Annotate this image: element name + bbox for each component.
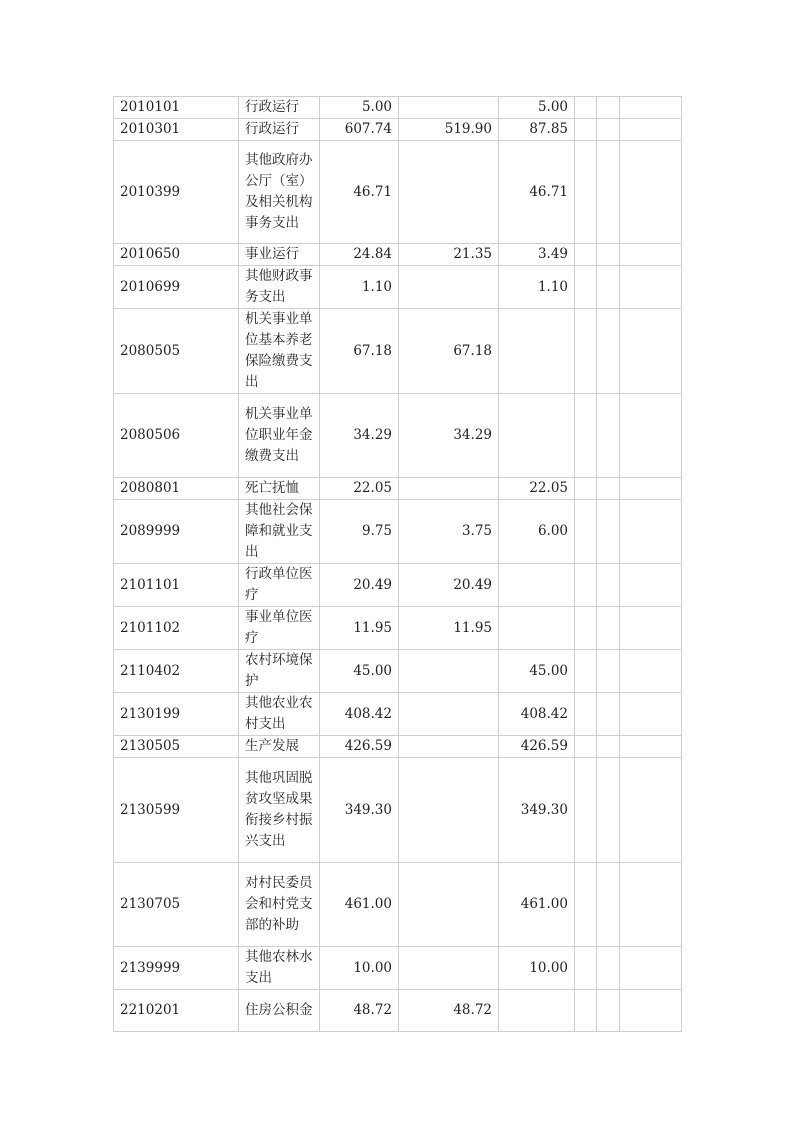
subject-name-cell: 农村环境保护 (239, 650, 320, 693)
subject-code-cell: 2130599 (114, 758, 239, 863)
total-amount-cell: 9.75 (320, 500, 399, 564)
empty-cell (575, 650, 597, 693)
total-amount-cell: 408.42 (320, 693, 399, 736)
budget-expenditure-table (113, 96, 682, 1032)
subject-code-cell: 2080505 (114, 309, 239, 394)
basic-expenditure-cell: 34.29 (399, 394, 499, 478)
empty-cell (597, 736, 620, 758)
empty-cell (620, 990, 682, 1032)
basic-expenditure-cell: 11.95 (399, 607, 499, 650)
empty-cell (575, 141, 597, 244)
empty-cell (597, 990, 620, 1032)
empty-cell (575, 97, 597, 119)
subject-name-cell: 其他农林水支出 (239, 947, 320, 990)
empty-cell (620, 478, 682, 500)
empty-cell (597, 693, 620, 736)
table-row (114, 990, 682, 1032)
subject-name-cell: 事业运行 (239, 244, 320, 266)
basic-expenditure-cell: 3.75 (399, 500, 499, 564)
empty-cell (597, 309, 620, 394)
table-row (114, 478, 682, 500)
project-expenditure-cell: 87.85 (499, 119, 575, 141)
empty-cell (575, 500, 597, 564)
empty-cell (620, 607, 682, 650)
subject-name-cell: 其他巩固脱贫攻坚成果衔接乡村振兴支出 (239, 758, 320, 863)
total-amount-cell: 24.84 (320, 244, 399, 266)
basic-expenditure-cell (399, 141, 499, 244)
subject-name-cell: 机关事业单位基本养老保险缴费支出 (239, 309, 320, 394)
subject-code-cell: 2101101 (114, 564, 239, 607)
project-expenditure-cell (499, 607, 575, 650)
subject-name-cell: 死亡抚恤 (239, 478, 320, 500)
total-amount-cell: 46.71 (320, 141, 399, 244)
project-expenditure-cell: 45.00 (499, 650, 575, 693)
empty-cell (620, 309, 682, 394)
empty-cell (575, 244, 597, 266)
table-row (114, 244, 682, 266)
empty-cell (597, 97, 620, 119)
empty-cell (620, 500, 682, 564)
subject-name-cell: 其他财政事务支出 (239, 266, 320, 309)
table-row (114, 758, 682, 863)
empty-cell (575, 947, 597, 990)
basic-expenditure-cell: 21.35 (399, 244, 499, 266)
project-expenditure-cell: 46.71 (499, 141, 575, 244)
project-expenditure-cell: 22.05 (499, 478, 575, 500)
basic-expenditure-cell (399, 863, 499, 947)
empty-cell (620, 564, 682, 607)
total-amount-cell: 1.10 (320, 266, 399, 309)
basic-expenditure-cell (399, 97, 499, 119)
empty-cell (575, 119, 597, 141)
empty-cell (620, 758, 682, 863)
empty-cell (597, 478, 620, 500)
empty-cell (620, 141, 682, 244)
subject-name-cell: 住房公积金 (239, 990, 320, 1032)
total-amount-cell: 10.00 (320, 947, 399, 990)
basic-expenditure-cell (399, 758, 499, 863)
empty-cell (575, 309, 597, 394)
subject-name-cell: 其他社会保障和就业支出 (239, 500, 320, 564)
project-expenditure-cell: 6.00 (499, 500, 575, 564)
subject-code-cell: 2010650 (114, 244, 239, 266)
subject-name-cell: 其他政府办公厅（室）及相关机构事务支出 (239, 141, 320, 244)
empty-cell (597, 863, 620, 947)
table-row (114, 266, 682, 309)
empty-cell (575, 266, 597, 309)
empty-cell (575, 564, 597, 607)
subject-name-cell: 行政运行 (239, 119, 320, 141)
empty-cell (620, 266, 682, 309)
total-amount-cell: 349.30 (320, 758, 399, 863)
empty-cell (575, 693, 597, 736)
subject-code-cell: 2110402 (114, 650, 239, 693)
total-amount-cell: 607.74 (320, 119, 399, 141)
subject-code-cell: 2130705 (114, 863, 239, 947)
subject-code-cell: 2130199 (114, 693, 239, 736)
empty-cell (620, 863, 682, 947)
subject-name-cell: 生产发展 (239, 736, 320, 758)
basic-expenditure-cell: 20.49 (399, 564, 499, 607)
project-expenditure-cell: 426.59 (499, 736, 575, 758)
project-expenditure-cell: 10.00 (499, 947, 575, 990)
total-amount-cell: 34.29 (320, 394, 399, 478)
empty-cell (575, 478, 597, 500)
subject-code-cell: 2130505 (114, 736, 239, 758)
table-row (114, 394, 682, 478)
empty-cell (620, 394, 682, 478)
total-amount-cell: 45.00 (320, 650, 399, 693)
empty-cell (597, 500, 620, 564)
subject-code-cell: 2080506 (114, 394, 239, 478)
subject-code-cell: 2139999 (114, 947, 239, 990)
table-row (114, 863, 682, 947)
total-amount-cell: 67.18 (320, 309, 399, 394)
table-row (114, 97, 682, 119)
basic-expenditure-cell (399, 947, 499, 990)
total-amount-cell: 426.59 (320, 736, 399, 758)
empty-cell (597, 564, 620, 607)
empty-cell (575, 758, 597, 863)
total-amount-cell: 461.00 (320, 863, 399, 947)
basic-expenditure-cell: 519.90 (399, 119, 499, 141)
table-row (114, 693, 682, 736)
subject-code-cell: 2210201 (114, 990, 239, 1032)
empty-cell (597, 607, 620, 650)
empty-cell (575, 607, 597, 650)
subject-name-cell: 其他农业农村支出 (239, 693, 320, 736)
project-expenditure-cell (499, 564, 575, 607)
subject-code-cell: 2010699 (114, 266, 239, 309)
empty-cell (597, 244, 620, 266)
subject-code-cell: 2080801 (114, 478, 239, 500)
project-expenditure-cell (499, 309, 575, 394)
empty-cell (620, 650, 682, 693)
table-row (114, 309, 682, 394)
table-row (114, 119, 682, 141)
table-row (114, 564, 682, 607)
basic-expenditure-cell: 48.72 (399, 990, 499, 1032)
table-row (114, 736, 682, 758)
empty-cell (597, 266, 620, 309)
project-expenditure-cell: 408.42 (499, 693, 575, 736)
basic-expenditure-cell: 67.18 (399, 309, 499, 394)
empty-cell (575, 394, 597, 478)
empty-cell (620, 97, 682, 119)
subject-code-cell: 2101102 (114, 607, 239, 650)
project-expenditure-cell: 349.30 (499, 758, 575, 863)
empty-cell (597, 758, 620, 863)
basic-expenditure-cell (399, 650, 499, 693)
project-expenditure-cell: 461.00 (499, 863, 575, 947)
basic-expenditure-cell (399, 478, 499, 500)
project-expenditure-cell: 3.49 (499, 244, 575, 266)
empty-cell (575, 736, 597, 758)
subject-name-cell: 事业单位医疗 (239, 607, 320, 650)
subject-name-cell: 行政运行 (239, 97, 320, 119)
subject-code-cell: 2089999 (114, 500, 239, 564)
total-amount-cell: 22.05 (320, 478, 399, 500)
empty-cell (620, 947, 682, 990)
table-row (114, 500, 682, 564)
basic-expenditure-cell (399, 266, 499, 309)
project-expenditure-cell: 1.10 (499, 266, 575, 309)
subject-name-cell: 行政单位医疗 (239, 564, 320, 607)
empty-cell (575, 990, 597, 1032)
total-amount-cell: 11.95 (320, 607, 399, 650)
empty-cell (575, 863, 597, 947)
table-row (114, 141, 682, 244)
project-expenditure-cell (499, 394, 575, 478)
basic-expenditure-cell (399, 736, 499, 758)
empty-cell (597, 650, 620, 693)
subject-code-cell: 2010399 (114, 141, 239, 244)
total-amount-cell: 5.00 (320, 97, 399, 119)
empty-cell (620, 693, 682, 736)
project-expenditure-cell: 5.00 (499, 97, 575, 119)
empty-cell (597, 141, 620, 244)
subject-code-cell: 2010301 (114, 119, 239, 141)
empty-cell (620, 119, 682, 141)
project-expenditure-cell (499, 990, 575, 1032)
empty-cell (597, 947, 620, 990)
empty-cell (620, 244, 682, 266)
table-row (114, 607, 682, 650)
subject-name-cell: 对村民委员会和村党支部的补助 (239, 863, 320, 947)
table-row (114, 650, 682, 693)
basic-expenditure-cell (399, 693, 499, 736)
subject-name-cell: 机关事业单位职业年金缴费支出 (239, 394, 320, 478)
empty-cell (597, 119, 620, 141)
subject-code-cell: 2010101 (114, 97, 239, 119)
total-amount-cell: 48.72 (320, 990, 399, 1032)
table-body (114, 97, 682, 1032)
table-row (114, 947, 682, 990)
empty-cell (597, 394, 620, 478)
empty-cell (620, 736, 682, 758)
total-amount-cell: 20.49 (320, 564, 399, 607)
